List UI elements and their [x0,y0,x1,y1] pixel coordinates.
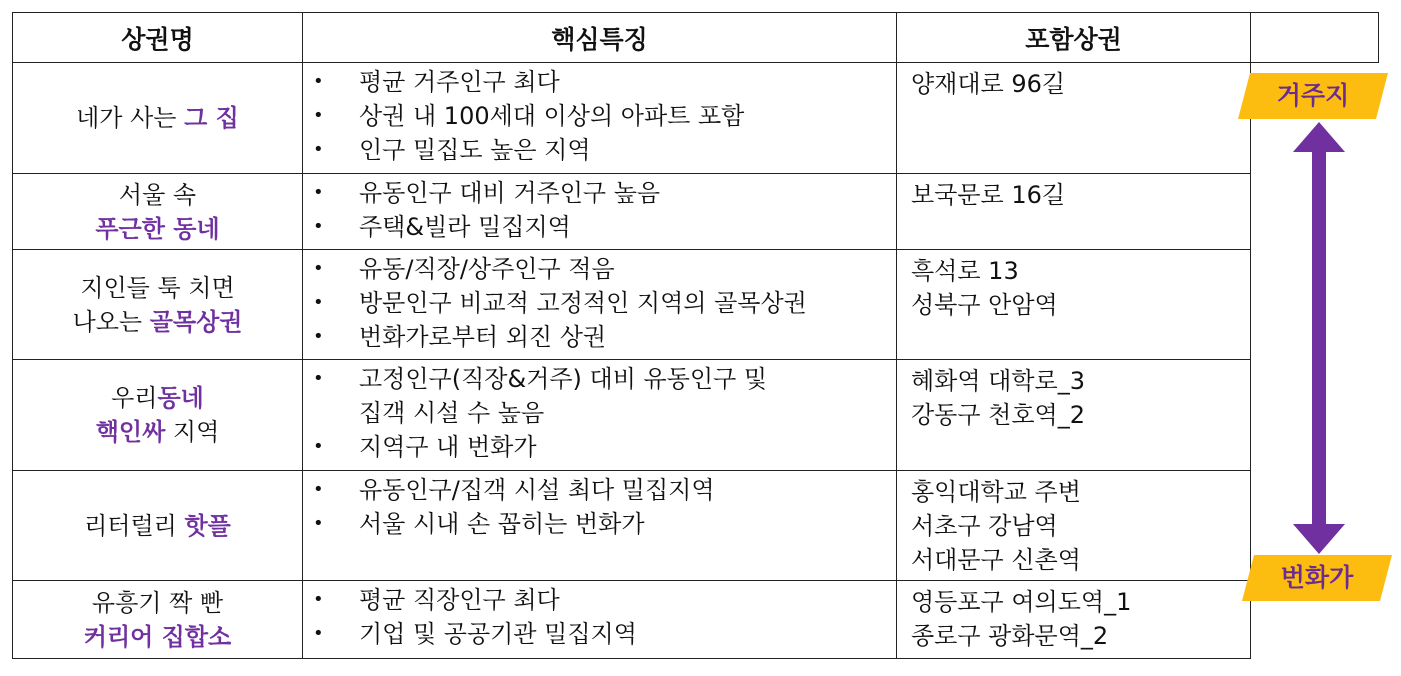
features-cell [303,581,897,659]
badge-downtown: 번화가 [1242,555,1392,601]
feature-bullet: • 인구 밀집도 높은 지역 [303,133,896,167]
feature-list [303,362,896,464]
feature-bullet: • 번화가로부터 외진 상권 [303,320,896,354]
district-name-highlight: 핫플 [184,511,231,540]
district-name-text: 서울 속 [118,180,197,209]
areas-cell [897,174,1251,250]
district-name-line [13,586,302,620]
header-district-name: 상권명 [13,13,303,63]
table-row [13,360,1379,471]
district-name-highlight: 핵인싸 [95,418,166,446]
area-item: 영등포구 여의도역_1 [911,588,1132,616]
feature-bullet: • 고정인구(직장&거주) 대비 유동인구 및 [303,362,896,396]
district-name-text: 우리 [111,384,158,412]
table-row [13,174,1379,250]
feature-bullet: • 서울 시내 손 꼽히는 번화가 [303,507,896,541]
district-name-text: 리터럴리 [84,511,185,540]
scale-column [1251,13,1379,63]
district-name-cell [13,250,303,360]
feature-bullet: • 유동인구 대비 거주인구 높음 [303,176,896,210]
feature-bullet: • 방문인구 비교적 고정적인 지역의 골목상권 [303,286,896,320]
district-name-cell [13,581,303,659]
areas-cell [897,471,1251,581]
features-cell [303,471,897,581]
district-name-line [13,509,302,543]
feature-list [303,65,896,167]
badge-residential: 거주지 [1238,73,1388,119]
commercial-district-table [12,12,1379,659]
feature-list [303,583,896,651]
area-item: 강동구 천호역_2 [911,401,1086,429]
area-item: 종로구 광화문역_2 [911,622,1109,650]
district-name-line [13,271,302,305]
features-cell [303,174,897,250]
feature-list [303,473,896,541]
area-item: 양재대로 96길 [911,70,1066,98]
district-name-text: 유흥기 짝 빤 [91,588,224,617]
table-row [13,471,1379,581]
area-item: 서대문구 신촌역 [911,546,1081,574]
areas-cell [897,360,1251,471]
features-cell [303,250,897,360]
feature-bullet: • 상권 내 100세대 이상의 아파트 포함 [303,99,896,133]
areas-cell [897,63,1251,174]
district-name-cell [13,174,303,250]
features-cell [303,360,897,471]
features-cell [303,63,897,174]
district-name-text: 나오는 [72,307,150,336]
district-name-text: 지역 [165,418,220,446]
district-name-cell [13,63,303,174]
district-name-highlight: 골목상권 [149,307,243,336]
district-name-highlight: 푸근한 동네 [95,214,220,243]
district-name-highlight: 커리어 집합소 [83,622,232,651]
area-item: 보국문로 16길 [911,181,1066,209]
header-row [13,13,1379,63]
area-item: 성북구 안암역 [911,291,1058,319]
area-item: 혜화역 대학로_3 [911,367,1086,395]
areas-cell [897,581,1251,659]
district-name-cell [13,360,303,471]
district-name-line [13,212,302,246]
district-name-line [13,101,302,135]
feature-bullet: • 평균 거주인구 최다 [303,65,896,99]
table-row [13,63,1379,174]
table-row [13,581,1379,659]
district-name-line [13,178,302,212]
area-item: 서초구 강남역 [911,512,1058,540]
district-name-cell [13,471,303,581]
table-row [13,250,1379,360]
feature-bullet: • 주택&빌라 밀집지역 [303,210,896,244]
district-name-text: 지인들 툭 치면 [80,273,235,302]
district-name-highlight: 그 집 [184,104,239,132]
district-name-line [13,381,302,415]
district-name-line [13,305,302,339]
area-item: 홍익대학교 주변 [911,478,1081,506]
district-name-highlight: 동네 [157,384,204,412]
feature-list [303,252,896,354]
district-name-line [13,415,302,449]
feature-list [303,176,896,244]
feature-bullet: • 유동인구/집객 시설 최다 밀집지역 [303,473,896,507]
feature-bullet: • 유동/직장/상주인구 적음 [303,252,896,286]
feature-bullet: • 기업 및 공공기관 밀집지역 [303,617,896,651]
district-name-line [13,620,302,654]
header-key-features: 핵심특징 [303,13,897,63]
area-item: 흑석로 13 [911,257,1019,285]
feature-bullet: • 지역구 내 번화가 [303,430,896,464]
areas-cell [897,250,1251,360]
header-included-areas: 포함상권 [897,13,1251,63]
double-arrow-icon [1292,122,1346,554]
feature-bullet-continuation: 집객 시설 수 높음 [359,399,545,427]
feature-bullet: • 평균 직장인구 최다 [303,583,896,617]
district-name-text: 네가 사는 [76,104,185,132]
